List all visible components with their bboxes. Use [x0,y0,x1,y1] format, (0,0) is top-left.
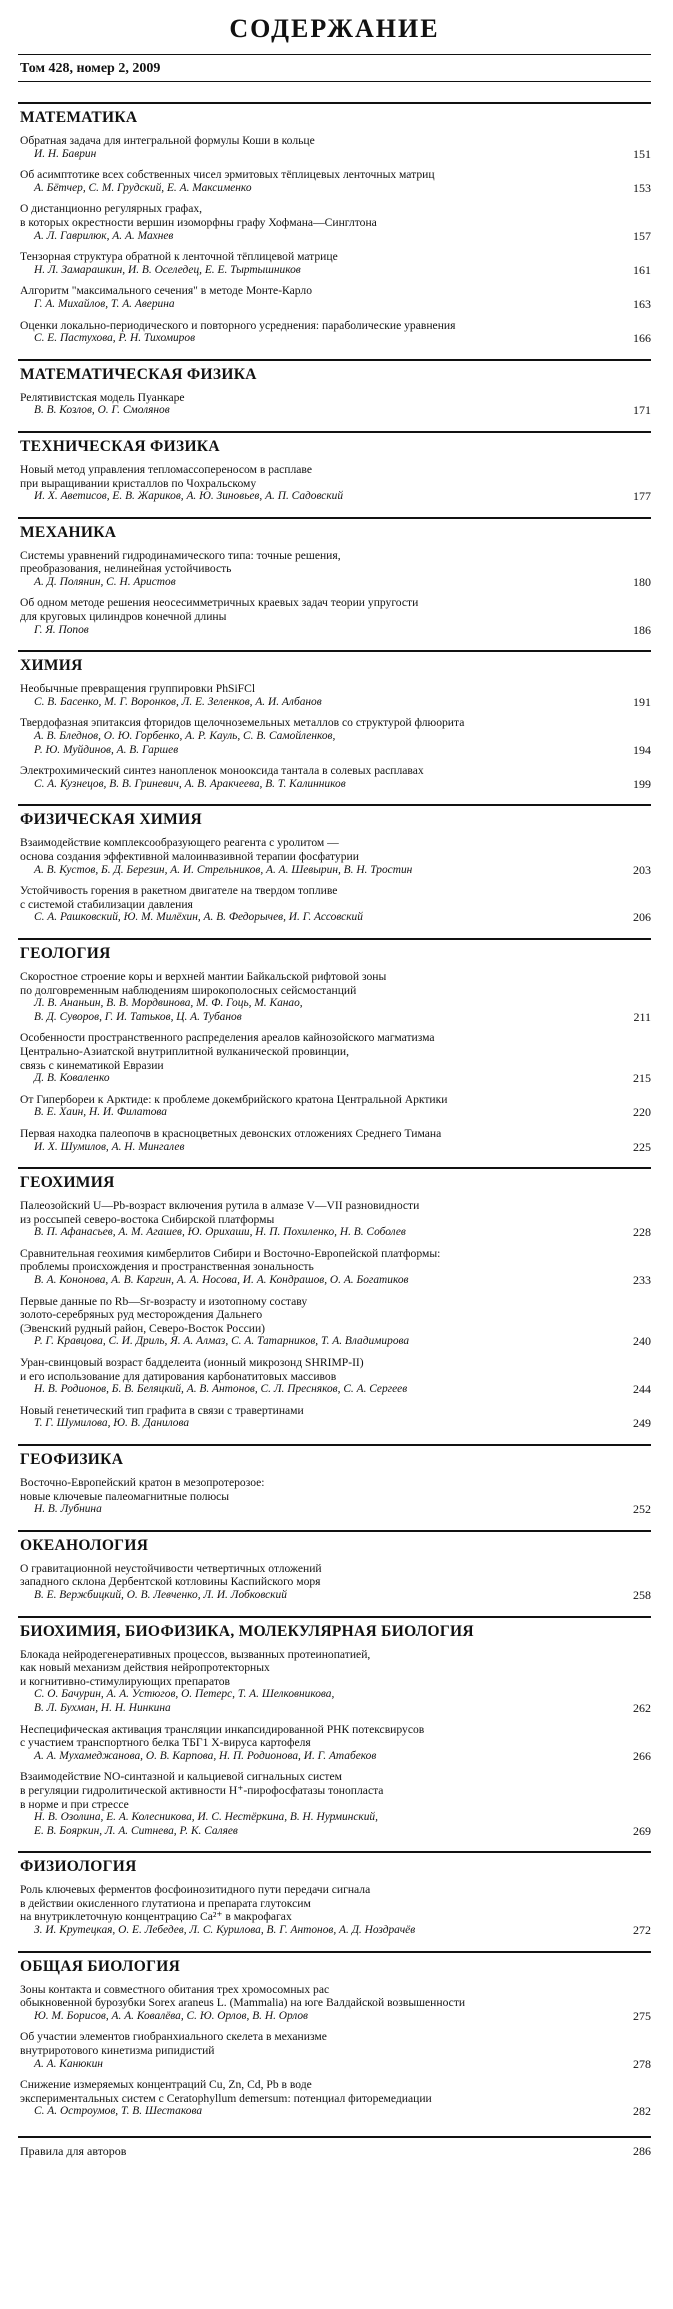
entry-body [20,391,617,418]
toc-entry[interactable] [20,250,651,277]
article-title-line: с участием транспортного белка ТБГ1 Х-вируса картофеля [20,1736,311,1750]
article-authors-line: В. В. Козлов, О. Г. Смолянов [34,404,170,417]
article-title-line: Устойчивость горения в ракетном двигателе на твердом топливе [20,884,338,898]
entry-body [20,1562,617,1603]
article-authors-line: Г. А. Михайлов, Т. А. Аверина [34,297,175,310]
toc-section [18,1444,651,1530]
section-title: ГЕОХИМИЯ [20,1174,115,1192]
article-title-line: Блокада нейродегенеративных процессов, вызванных протеинопатией, [20,1647,371,1661]
page-title: СОДЕРЖАНИЕ [229,14,440,43]
article-title-line: связь с кинематикой Евразии [20,1058,164,1072]
article-title-line: Первая находка палеопочв в красноцветных девонских отложениях Среднего Тимана [20,1126,442,1140]
toc-section [18,517,651,651]
article-title-line: Уран-свинцовый возраст бадделеита (ионный микрозонд SHRIMP-II) [20,1356,364,1370]
toc-entry[interactable] [20,682,651,709]
toc-section [18,650,651,804]
article-title-line: Оценки локально-периодического и повторного усреднения: параболические уравнения [20,318,456,332]
article-authors-line: В. Е. Вержбицкий, О. В. Левченко, Л. И. Лобковский [34,1588,287,1601]
article-title-line: проблемы происхождения и пространственная зональность [20,1260,314,1274]
entry-body [20,970,617,1024]
article-page-number: 258 [633,1587,651,1602]
article-title-line: Снижение измеряемых концентраций Cu, Zn, Cd, Pb в воде [20,2078,312,2092]
article-page-number: 249 [633,1416,651,1431]
entry-body [20,1031,617,1085]
section-title: МЕХАНИКА [20,523,117,541]
article-authors-line: Е. В. Бояркин, Л. А. Ситнева, Р. К. Саляев [34,1824,238,1837]
toc-entry[interactable] [20,134,651,161]
article-title-line: О дистанционно регулярных графах, [20,202,203,216]
entry-body [20,884,617,925]
entry-body [20,716,617,757]
toc-entry[interactable] [20,1031,651,1085]
article-authors-line: А. А. Мухамеджанова, О. В. Карпова, Н. П. Родионова, И. Г. Атабеков [34,1749,377,1762]
section-title: ФИЗИОЛОГИЯ [20,1858,137,1876]
entry-body [20,1648,617,1716]
article-title-line: при выращивании кристаллов по Чохральскому [20,476,257,490]
article-page-number: 211 [633,1009,651,1024]
article-authors-line: Н. В. Лубнина [34,1503,102,1516]
toc-section [18,1951,651,2132]
toc-entry[interactable] [20,463,651,504]
article-title-line: как новый механизм действия нейропротекторных [20,1661,270,1675]
article-title-line: Релятивистская модель Пуанкаре [20,390,185,404]
entry-body [20,463,617,504]
article-page-number: 163 [633,296,651,311]
article-title-line: преобразования, нелинейная устойчивость [20,562,232,576]
section-title: ГЕОЛОГИЯ [20,944,111,962]
article-page-number: 278 [633,2056,651,2071]
entry-body [20,596,617,637]
article-title-line: Центрально-Азиатской внутриплитной вулканической провинции, [20,1044,349,1058]
article-authors-line: Р. Ю. Муйдинов, А. В. Гаршев [34,743,179,756]
toc-entry[interactable] [20,716,651,757]
toc-entry[interactable] [20,391,651,418]
entry-body [20,1476,617,1517]
entry-body [20,284,617,311]
article-page-number: 215 [633,1071,651,1086]
article-authors-line: В. Е. Хаин, Н. И. Филатова [34,1106,167,1119]
article-page-number: 203 [633,862,651,877]
entry-body [20,1295,617,1349]
entry-body [20,250,617,277]
article-title-line: в действии окисленного глутатиона и препарата глутоксим [20,1896,311,1910]
article-title-line: Тензорная структура обратной к ленточной тёплицевой матрице [20,250,338,264]
toc-entry[interactable] [20,1723,651,1764]
section-title: БИОХИМИЯ, БИОФИЗИКА, МОЛЕКУЛЯРНАЯ БИОЛОГИЯ [20,1622,474,1640]
article-page-number: 194 [633,742,651,757]
article-page-number: 220 [633,1105,651,1120]
article-title-line: Необычные превращения группировки PhSiFCl [20,682,256,696]
article-title-line: Об асимптотике всех собственных чисел эрмитовых тёплицевых ленточных матриц [20,168,435,182]
article-authors-line: С. О. Бачурин, А. А. Устюгов, О. Петерс, Т. А. Шелковникова, [34,1688,335,1701]
entry-body [20,2078,617,2119]
toc-entry[interactable] [20,284,651,311]
entry-body [20,764,617,791]
article-page-number: 161 [633,262,651,277]
entry-body [20,1883,617,1937]
article-page-number: 166 [633,331,651,346]
entry-body [20,1404,617,1431]
article-title-line: экспериментальных систем с Ceratophyllum demersum: потенциал фиторемедиации [20,2091,432,2105]
article-page-number: 186 [633,622,651,637]
article-authors-line: Ю. М. Борисов, А. А. Ковалёва, С. Ю. Орлов, В. Н. Орлов [34,2009,309,2022]
article-title-line: Палеозойский U—Pb-возраст включения рутила в алмазе V—VII разновидности [20,1199,420,1213]
article-authors-line: Н. В. Родионов, Б. В. Беляцкий, А. В. Антонов, С. Л. Пресняков, С. А. Сергеев [34,1383,408,1396]
entry-body [20,1983,617,2024]
article-title-line: основа создания эффективной малоинвазивной терапии фосфатурии [20,850,359,863]
article-title-line: Системы уравнений гидродинамического типа: точные решения, [20,548,341,562]
article-title-line: золото-серебряных руд месторождения Дальнего [20,1308,263,1322]
article-page-number: 199 [633,776,651,791]
toc-entry[interactable] [20,319,651,346]
toc-entry[interactable] [20,970,651,1024]
toc-section [18,1616,651,1852]
article-title-line: Алгоритм "максимального сечения" в методе Монте-Карло [20,284,313,298]
toc-entry[interactable] [20,1770,651,1838]
article-title-line: Взаимодействие комплексообразующего реагента с уролитом — [20,836,339,850]
article-title-line: и когнитивно-стимулирующих препаратов [20,1674,230,1688]
article-authors-line: С. В. Басенко, М. Г. Воронков, Л. Е. Зеленков, А. И. Албанов [34,695,322,708]
footer-page: 286 [633,2144,651,2158]
toc-section [18,1530,651,1616]
article-page-number: 191 [633,694,651,709]
article-title-line: Твердофазная эпитаксия фторидов щелочноземельных металлов со структурой флюорита [20,716,465,730]
toc-entry[interactable] [20,1247,651,1288]
article-authors-line: С. Е. Пастухова, Р. Н. Тихомиров [34,332,196,345]
entry-body [20,168,617,195]
article-title-line: внутриротового кинетизма рипидистий [20,2044,215,2058]
article-title-line: в регуляции гидролитической активности H⁺-пирофосфатазы тонопласта [20,1783,384,1797]
toc-section [18,359,651,431]
article-page-number: 151 [633,146,651,161]
article-authors-line: Р. Г. Кравцова, С. И. Дриль, Я. А. Алмаз, С. А. Татарников, Т. А. Владимирова [34,1335,410,1348]
issue-label: Том 428, номер 2, 2009 [20,61,161,76]
article-title-line: Роль ключевых ферментов фосфоинозитидного пути передачи сигнала [20,1883,371,1897]
article-title-line: из россыпей северо-востока Сибирской платформы [20,1212,275,1226]
article-page-number: 282 [633,2104,651,2119]
article-page-number: 177 [633,489,651,504]
article-authors-line: С. А. Остроумов, Т. В. Шестакова [34,2105,203,2118]
article-authors-line: А. А. Канюкин [34,2057,103,2070]
article-page-number: 225 [633,1139,651,1154]
article-title-line: обыкновенной бурозубки Sorex araneus L. (Mammalia) на юге Валдайской возвышенности [20,1996,466,2010]
article-title-line: Сравнительная геохимия кимберлитов Сибири и Восточно-Европейской платформы: [20,1246,441,1260]
article-page-number: 153 [633,180,651,195]
article-authors-line: И. Х. Шумилов, А. Н. Мингалев [34,1140,185,1153]
article-title-line: От Гипербореи к Арктиде: к проблеме докембрийского кратона Центральной Арктики [20,1092,448,1106]
article-title-line: на внутриклеточную концентрацию Ca²⁺ в макрофагах [20,1910,292,1924]
article-title-line: в которых окрестности вершин изоморфны графу Хофмана—Синглтона [20,215,377,229]
article-page-number: 262 [633,1700,651,1715]
article-title-line: (Эвенский рудный район, Северо-Восток России) [20,1321,266,1335]
article-page-number: 275 [633,2008,651,2023]
article-authors-line: В. Д. Суворов, Г. И. Татьков, Ц. А. Тубанов [34,1010,242,1023]
entry-body [20,2030,617,2071]
toc-entry[interactable] [20,1295,651,1349]
entry-body [20,134,617,161]
article-page-number: 228 [633,1225,651,1240]
toc-entry[interactable] [20,1199,651,1240]
article-title-line: Электрохимический синтез нанопленок монооксида тантала в солевых расплавах [20,764,424,778]
article-page-number: 244 [633,1382,651,1397]
entry-body [20,1093,617,1120]
article-authors-line: А. Бётчер, С. М. Грудский, Е. А. Максименко [34,181,252,194]
section-title: ХИМИЯ [20,657,83,675]
entry-body [20,319,617,346]
toc-section [18,804,651,938]
article-title-line: Об одном методе решения неосесимметричных краевых задач теории упругости [20,596,419,610]
footer-title: Правила для авторов [20,2144,127,2158]
entry-body [20,202,617,243]
toc-entry[interactable] [20,1883,651,1937]
toc-entry[interactable] [20,764,651,791]
section-title: ТЕХНИЧЕСКАЯ ФИЗИКА [20,437,220,455]
toc-section [18,431,651,517]
article-page-number: 171 [633,403,651,418]
section-title: ОКЕАНОЛОГИЯ [20,1536,149,1554]
article-title-line: западного склона Дербентской котловины Каспийского моря [20,1575,321,1589]
entry-body [20,1723,617,1764]
toc-entry[interactable] [20,1476,651,1517]
article-page-number: 269 [633,1823,651,1838]
article-authors-line: В. Л. Бухман, Н. Н. Нинкина [34,1701,171,1714]
article-title-line: с системой стабилизации давления [20,897,193,911]
toc-section [18,938,651,1167]
article-authors-line: В. А. Кононова, А. В. Каргин, А. А. Носова, И. А. Кондрашов, О. А. Богатиков [34,1274,409,1287]
article-title-line: Неспецифическая активация трансляции инкапсидированной РНК потексвирусов [20,1722,425,1736]
article-title-line: Зоны контакта и совместного обитания трех хромосомных рас [20,1982,330,1996]
section-title: ФИЗИЧЕСКАЯ ХИМИЯ [20,811,202,829]
toc-section [18,1851,651,1950]
article-title-line: и его использование для датирования карбонатитовых массивов [20,1369,337,1383]
entry-body [20,1356,617,1397]
toc-entry[interactable] [20,1404,651,1431]
article-title-line: О гравитационной неустойчивости четвертичных отложений [20,1561,322,1575]
article-title-line: Новый метод управления тепломассопереносом в расплаве [20,462,312,476]
article-page-number: 252 [633,1502,651,1517]
toc-section [18,1167,651,1444]
article-title-line: Восточно-Европейский кратон в мезопротерозое: [20,1476,265,1489]
article-authors-line: С. А. Кузнецов, В. В. Гриневич, А. В. Аракчеева, В. Т. Калинников [34,777,346,790]
toc-entry[interactable] [20,2030,651,2071]
article-title-line: Обратная задача для интегральной формулы Коши в кольце [20,134,315,147]
entry-body [20,1199,617,1240]
article-title-line: Скоростное строение коры и верхней мантии Байкальской рифтовой зоны [20,969,387,983]
article-authors-line: Л. В. Ананьин, В. В. Мордвинова, М. Ф. Гоць, М. Канао, [34,997,303,1010]
article-authors-line: А. В. Бледнов, О. Ю. Горбенко, А. Р. Кауль, С. В. Самойленков, [34,730,336,743]
section-title: МАТЕМАТИЧЕСКАЯ ФИЗИКА [20,365,257,383]
article-title-line: по долговременным наблюдениям широкополосных сейсмостанций [20,983,357,997]
article-authors-line: А. В. Кустов, Б. Д. Березин, А. И. Стрельников, А. А. Шевырин, В. Н. Тростин [34,863,413,876]
article-authors-line: С. А. Рашковский, Ю. М. Милёхин, А. В. Федорычев, И. Г. Ассовский [34,911,363,924]
article-title-line: Об участии элементов гиобранхиального скелета в механизме [20,2030,327,2044]
section-title: ГЕОФИЗИКА [20,1451,124,1468]
article-authors-line: А. Д. Полянин, С. Н. Аристов [34,575,176,588]
article-authors-line: Г. Я. Попов [34,623,89,636]
toc-entry[interactable] [20,1093,651,1120]
toc-entry[interactable] [20,596,651,637]
toc-entry[interactable] [20,1127,651,1154]
toc-entry[interactable] [20,884,651,925]
article-authors-line: Д. В. Коваленко [34,1072,110,1085]
toc-entry[interactable] [20,202,651,243]
article-title-line: новые ключевые палеомагнитные полюсы [20,1489,230,1503]
article-page-number: 206 [633,910,651,925]
toc-entry[interactable] [20,1983,651,2024]
toc-section [18,102,651,359]
toc-entry[interactable] [20,836,651,877]
article-title-line: Взаимодействие NO-синтазной и кальциевой сигнальных систем [20,1770,342,1784]
toc-entry[interactable] [20,168,651,195]
article-authors-line: И. Х. Аветисов, Е. В. Жариков, А. Ю. Зиновьев, А. П. Садовский [34,490,344,503]
toc-entry[interactable] [20,549,651,590]
article-authors-line: Т. Г. Шумилова, Ю. В. Данилова [34,1417,190,1430]
article-page-number: 240 [633,1334,651,1349]
article-page-number: 157 [633,228,651,243]
article-page-number: 266 [633,1748,651,1763]
entry-body [20,1247,617,1288]
article-title-line: в норме и при стрессе [20,1797,129,1811]
article-page-number: 180 [633,574,651,589]
section-title: ОБЩАЯ БИОЛОГИЯ [20,1957,181,1975]
article-page-number: 233 [633,1273,651,1288]
article-page-number: 272 [633,1923,651,1938]
entry-body [20,836,617,877]
section-title: МАТЕМАТИКА [20,109,138,126]
entry-body [20,1127,617,1154]
entry-body [20,682,617,709]
article-title-line: Особенности пространственного распределения ареалов кайнозойского магматизма [20,1031,435,1045]
toc-entry[interactable] [20,1648,651,1716]
toc-entry[interactable] [20,1562,651,1603]
article-title-line: для круговых цилиндров конечной длины [20,610,227,624]
table-of-contents [18,102,651,2132]
article-authors-line: А. Л. Гаврилюк, А. А. Махнев [34,229,174,242]
article-authors-line: В. П. Афанасьев, А. М. Агашев, Ю. Орихаши, Н. П. Похиленко, Н. В. Соболев [34,1226,406,1239]
article-authors-line: З. И. Крутецкая, О. Е. Лебедев, Л. С. Курилова, В. Г. Антонов, А. Д. Ноздрачёв [34,1924,416,1937]
entry-body [20,1770,617,1838]
article-authors-line: Н. Л. Замарашкин, И. В. Оселедец, Е. Е. Тыртышников [34,263,301,276]
footer-entry[interactable] [18,2138,651,2163]
toc-entry[interactable] [20,2078,651,2119]
entry-body [20,549,617,590]
article-authors-line: Н. В. Озолина, Е. А. Колесникова, И. С. Нестёркина, В. Н. Нурминский, [34,1811,378,1824]
article-authors-line: И. Н. Баврин [34,147,97,160]
toc-entry[interactable] [20,1356,651,1397]
article-title-line: Новый генетический тип графита в связи с травертинами [20,1403,304,1417]
article-title-line: Первые данные по Rb—Sr-возрасту и изотопному составу [20,1294,308,1308]
